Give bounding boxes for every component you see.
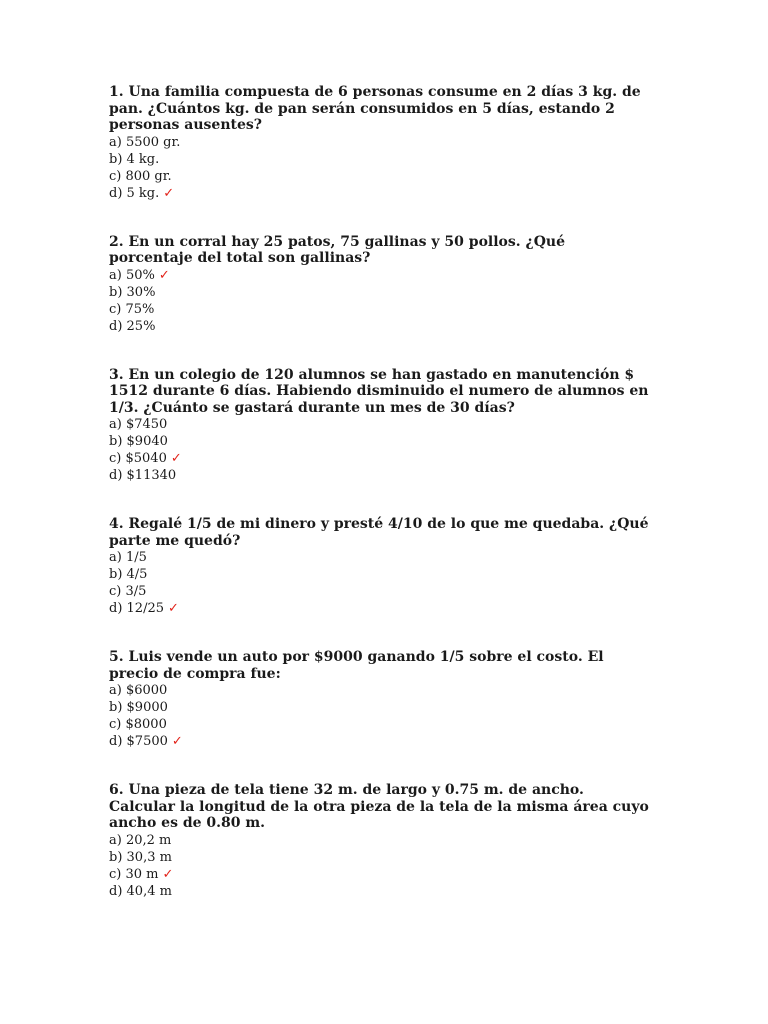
option-label: d) 25% (109, 318, 156, 334)
question-text: 5. Luis vende un auto por $9000 ganando 1/5 sobre el costo. El precio de compra fue: (109, 649, 604, 682)
question-2 (109, 234, 649, 335)
option-label: a) 50% (109, 267, 155, 283)
option-a (109, 832, 649, 849)
question-6 (109, 782, 649, 900)
option-b (109, 284, 649, 301)
question-4 (109, 516, 649, 617)
option-label: a) 20,2 m (109, 832, 172, 848)
option-c (109, 301, 649, 318)
answer-options (109, 134, 649, 202)
check-icon: ✓ (163, 185, 175, 201)
option-a (109, 549, 649, 566)
option-label: a) $6000 (109, 683, 168, 698)
check-icon: ✓ (162, 866, 174, 882)
question-text: 4. Regalé 1/5 de mi dinero y presté 4/10 de lo que me quedaba. ¿Qué parte me quedó? (109, 516, 649, 549)
option-d (109, 185, 649, 202)
option-b (109, 151, 649, 168)
option-c (109, 583, 649, 600)
question-5 (109, 649, 649, 750)
option-label: b) $9000 (109, 700, 168, 715)
option-d (109, 600, 649, 617)
option-d (109, 733, 649, 750)
option-label: d) $11340 (109, 468, 177, 483)
option-c (109, 716, 649, 733)
option-label: c) 30 m (109, 866, 159, 882)
option-label: d) 5 kg. (109, 185, 160, 201)
option-label: a) 5500 gr. (109, 134, 181, 150)
question-3 (109, 367, 649, 485)
check-icon: ✓ (158, 267, 170, 283)
option-label: c) $5040 (109, 451, 167, 466)
option-b (109, 566, 649, 583)
option-a (109, 134, 649, 151)
option-a (109, 267, 649, 284)
check-icon: ✓ (171, 734, 183, 749)
option-label: c) 75% (109, 301, 155, 317)
answer-options (109, 267, 649, 335)
question-text: 2. En un corral hay 25 patos, 75 gallinas y 50 pollos. ¿Qué porcentaje del total son gallinas? (109, 233, 565, 266)
option-label: c) $8000 (109, 717, 167, 732)
option-c (109, 866, 649, 883)
option-b (109, 699, 649, 716)
question-1 (109, 84, 649, 202)
question-text: 1. Una familia compuesta de 6 personas consume en 2 días 3 kg. de pan. ¿Cuántos kg. de pan serán consumidos en 5 días, estando 2 personas ausentes? (109, 84, 641, 133)
option-a (109, 416, 649, 433)
option-label: b) 30% (109, 284, 156, 300)
option-label: b) $9040 (109, 434, 168, 449)
option-label: d) $7500 (109, 734, 168, 749)
option-d (109, 883, 649, 900)
option-label: d) 12/25 (109, 601, 164, 616)
option-d (109, 467, 649, 484)
check-icon: ✓ (168, 601, 179, 616)
option-label: c) 3/5 (109, 584, 147, 599)
option-label: a) $7450 (109, 417, 168, 432)
option-a (109, 682, 649, 699)
answer-options (109, 549, 649, 617)
option-label: d) 40,4 m (109, 883, 172, 899)
option-label: b) 4/5 (109, 567, 148, 582)
answer-options (109, 416, 649, 484)
option-d (109, 318, 649, 335)
option-b (109, 849, 649, 866)
option-c (109, 168, 649, 185)
option-c (109, 450, 649, 467)
option-label: b) 4 kg. (109, 151, 160, 167)
option-label: c) 800 gr. (109, 168, 172, 184)
document-page (109, 84, 649, 932)
answer-options (109, 682, 649, 750)
option-b (109, 433, 649, 450)
question-text: 6. Una pieza de tela tiene 32 m. de largo y 0.75 m. de ancho. Calcular la longitud de la otra pieza de la tela de la misma área cuyo ancho es de 0.80 m. (109, 782, 649, 831)
answer-options (109, 832, 649, 900)
question-text: 3. En un colegio de 120 alumnos se han gastado en manutención $ 1512 durante 6 días. Habiendo disminuido el numero de alumnos en 1/3. ¿Cuánto se gastará durante un mes de 30 días? (109, 366, 649, 416)
check-icon: ✓ (170, 451, 182, 466)
option-label: a) 1/5 (109, 550, 147, 565)
option-label: b) 30,3 m (109, 849, 172, 865)
